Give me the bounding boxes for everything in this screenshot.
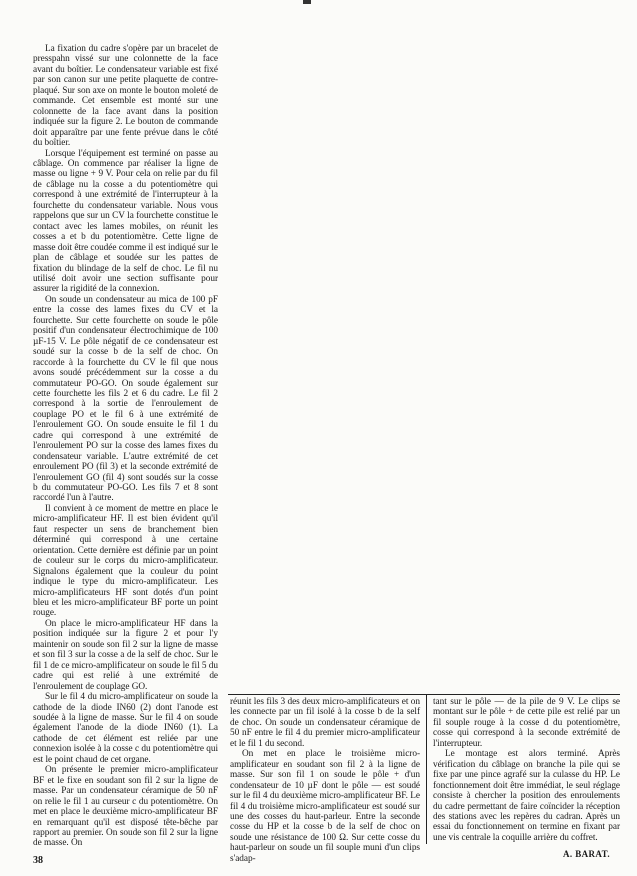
top-edge-mark: [303, 0, 311, 4]
paragraph: Lorsque l'équipement est terminé on passe au câblage. On commence par réaliser la ligne de masse ou ligne + 9 V. Pour cela on relie par du fil de câblage nu la cosse a du potentiomètre qui correspond à une extrémité de l'interrupteur à la fourchette du condensateur variable. Nous vous rappelons que sur un CV la fourchette constitue le contact avec les lames mobiles, on réunit les cosses a et b du potentiomètre. Cette ligne de masse doit être coudée comme il est indiqué sur le plan de câblage et soudée sur les pattes de fixation du blindage de la self de choc. Le fil nu utilisé doit avoir une section suffisante pour assurer la rigidité de la connexion.: [33, 148, 218, 295]
paragraph: On soude un condensateur au mica de 100 pF entre la cosse des lames fixes du CV et la fourchette. Sur cette fourchette on soude le pôle positif d'un condensateur électrochimique de 100 µF-15 V. Le pôle négatif de ce condensateur est soudé sur la cosse b de la self de choc. On raccorde à la fourchette du CV le fil que nous avons soudé précédemment sur la cosse a du commutateur PO-GO. On soude également sur cette fourchette les fils 2 et 6 du cadre. Le fil 2 correspond à la sortie de l'enroulement de couplage PO et le fil 6 à une extrémité de l'enroulement GO. On soude ensuite le fil 1 du cadre qui correspond à une extrémité de l'enroulement PO sur la cosse des lames fixes du condensateur variable. L'autre extrémité de cet enroulement PO (fil 3) et la seconde extrémité de l'enroulement GO (fil 4) sont soudés sur la cosse b du commutateur PO-GO. Les fils 7 et 8 sont raccordé l'un à l'autre.: [33, 294, 218, 504]
paragraph: Il convient à ce moment de mettre en place le micro-amplificateur HF. Il est bien évident qu'il faut respecter un sens de branchement bien déterminé qui correspond à une certaine orientation. Cette dernière est définie par un point de couleur sur le corps du micro-amplificateur. Signalons également que la couleur du point indique le type du micro-amplificateur. Les micro-amplificateurs HF sont dotés d'un point bleu et les micro-amplificateur BF porte un point rouge.: [33, 503, 218, 619]
paragraph: réunit les fils 3 des deux micro-amplificateurs et on les connecte par un fil isolé à la cosse b de la self de choc. On soude un condensateur céramique de 50 nF entre le fil 4 du premier micro-amplificateur et le fil 1 du second.: [230, 697, 420, 749]
paragraph: tant sur le pôle — de la pile de 9 V. Le clips se montant sur le pôle + de cette pile est relié par un fil souple rouge à la cosse d du potentiomètre, cosse qui correspond à la seconde extrémité de l'interrupteur.: [433, 697, 620, 749]
right-text-column: [433, 697, 620, 843]
paragraph: On met en place le troisième micro-amplificateur en soudant son fil 2 à la ligne de masse. Sur son fil 1 on soude le pôle + d'un condensateur de 10 µF dont le pôle — est soudé sur le fil 4 du deuxième micro-amplificateur BF. Le fil 4 du troisième micro-amplificateur est soudé sur une des cosses du haut-parleur. Entre la seconde cosse du HP et la cosse b de la self de choc on soude une résistance de 100 Ω. Sur cette cosse du haut-parleur on soude un fil souple muni d'un clips s'adap-: [230, 749, 420, 864]
column-divider: [426, 694, 427, 844]
paragraph: On présente le premier micro-amplificateur BF et le fixe en soudant son fil 2 sur la ligne de masse. Par un condensateur céramique de 50 nF on relie le fil 1 au curseur c du potentiomètre. On met en place le deuxième micro-amplificateur BF en remarquant qu'il est disposé tête-bêche par rapport au premier. On soude son fil 2 sur la ligne de masse. On: [33, 765, 218, 849]
paragraph: On place le micro-amplificateur HF dans la position indiquée sur la figure 2 et pour l'y maintenir on soude son fil 2 sur la ligne de masse et son fil 3 sur la cosse a de la self de choc. Sur le fil 1 de ce micro-amplificateur on soude le fil 5 du cadre qui est relié à une extrémité de l'enroulement de couplage GO.: [33, 618, 218, 692]
middle-text-column: [230, 697, 420, 864]
author-signature: A. BARAT.: [563, 849, 611, 859]
paragraph: Le montage est alors terminé. Après vérification du câblage on branche la pile qui se fixe par une pince agrafé sur la culasse du HP. Le fonctionnement doit être immédiat, le seul réglage consiste à chercher la position des enroulements du cadre permettant de faire coïncider la réception des stations avec les repères du cadran. Après un essai du fonctionnement on termine en fixant par une vis centrale la coquille arrière du coffret.: [433, 749, 620, 843]
horizontal-rule: [228, 694, 620, 695]
paragraph: La fixation du cadre s'opère par un bracelet de presspahn vissé sur une colonnette de la face avant du boîtier. Le condensateur variable est fixé par son canon sur une petite plaquette de contre-plaqué. Sur son axe on monte le bouton moleté de commande. Cet ensemble est monté sur une colonnette de la face avant dans la position indiquée sur la figure 2. Le bouton de commande doit apparaître par une fente prévue dans le côté du boîtier.: [33, 44, 218, 149]
paragraph: Sur le fil 4 du micro-amplificateur on soude la cathode de la diode IN60 (2) dont l'anode est soudée à la ligne de masse. Sur le fil 4 on soude également l'anode de la diode IN60 (1). La cathode de cet élément est reliée par une connexion isolée à la cosse c du potentiomètre qui est le point chaud de cet organe.: [33, 692, 218, 765]
page-number: 38: [33, 855, 43, 866]
left-text-column: [33, 44, 218, 849]
